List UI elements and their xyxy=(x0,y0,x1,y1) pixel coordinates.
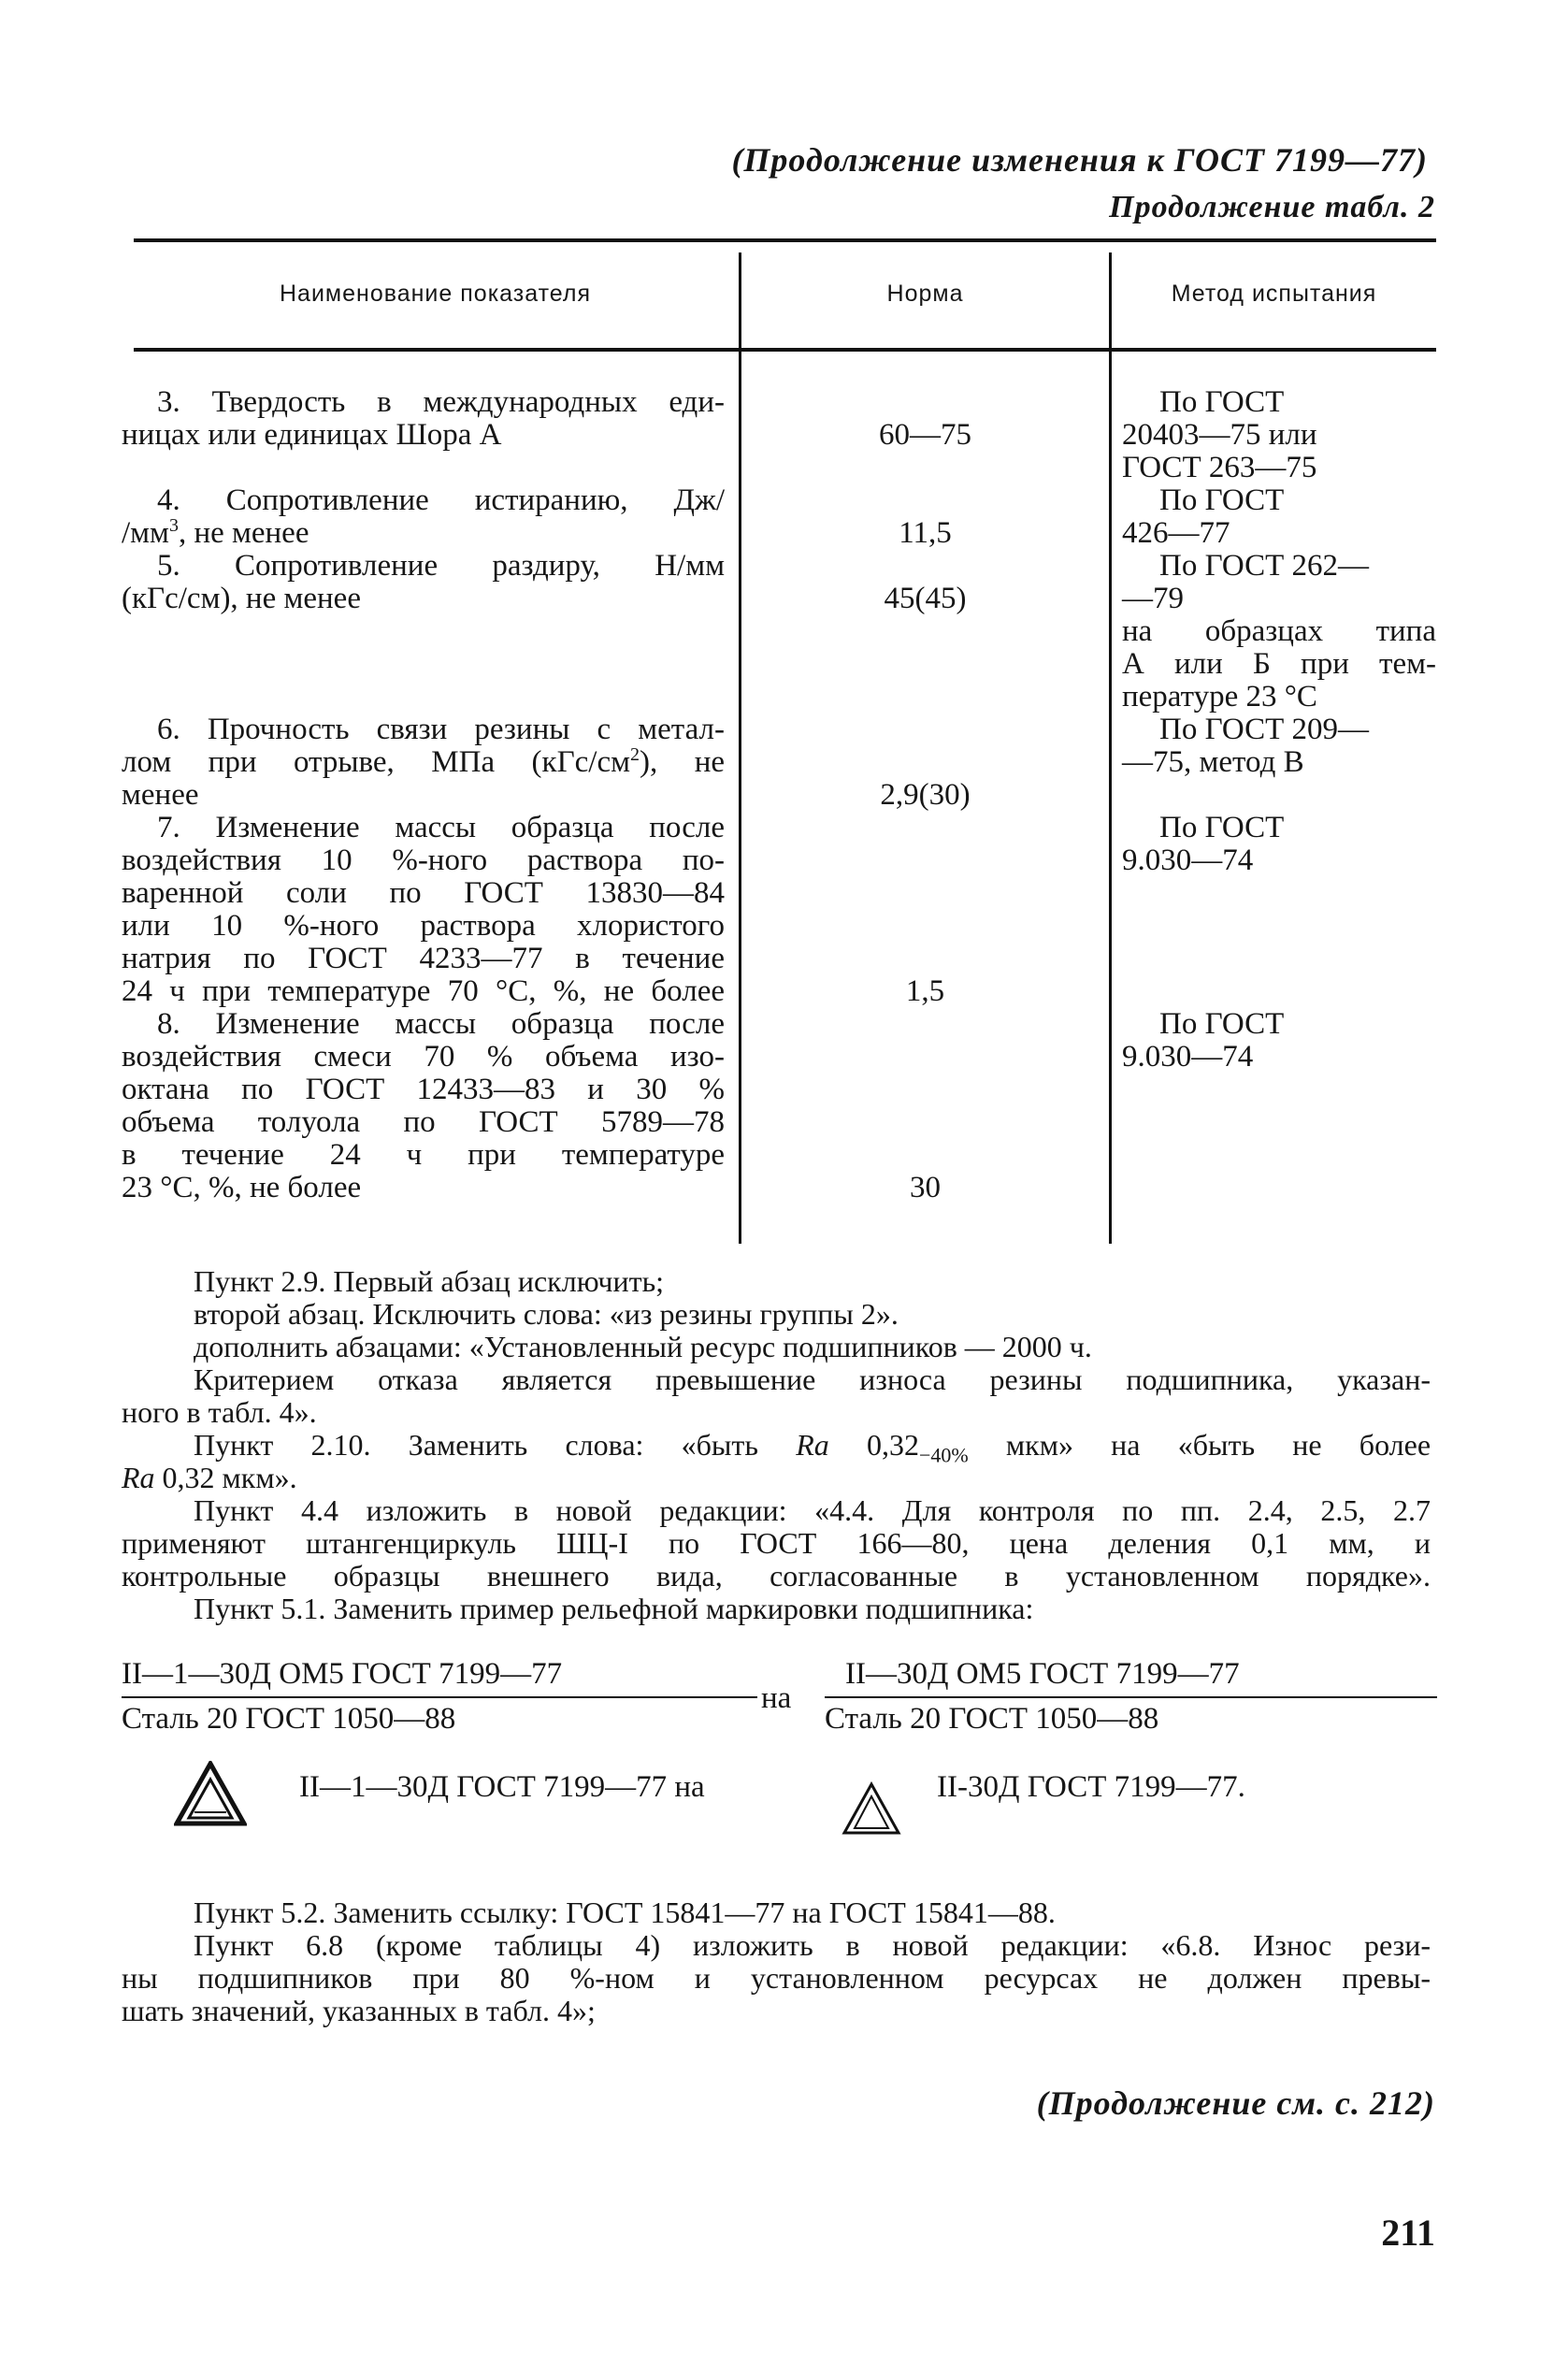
table-row-3-method: По ГОСТ 20403—75 или ГОСТ 263—75 xyxy=(1122,385,1317,484)
marking-triangle-old-text: II—1—30Д ГОСТ 7199—77 на xyxy=(299,1770,705,1804)
body-text-block-1: Пункт 2.9. Первый абзац исключить; второй абзац. Исключить слова: «из резины группы 2». дополнить абзацами: «Установленный ресурс подшипников — 2000 ч. Критерием отказа является превышение износа резины подшипника, указан- ного в табл. 4». Пункт 2.10. Заменить слова: «быть Ra $0,32_{-40\%}$ мкм» на «быть не более Ra 0,32 мкм». Пункт 4.4 изложить в новой редакции: «4.4. Для контроля по пп. 2.4, 2.5, 2.7 применяют штангенциркуль ШЦ-I по ГОСТ 166—80, цена деления 0,1 мм, и контрольные образцы внешнего вида, согласованные в установленном порядке». Пункт 5.1. Заменить пример рельефной маркировки подшипника: xyxy=(122,1264,1431,1625)
marking-example-new-top: II—30Д ОМ5 ГОСТ 7199—77 xyxy=(845,1657,1240,1691)
table-row-3-name: 3. Твердость в международных еди- ницах или единицах Шора А xyxy=(122,385,725,452)
table-row-8-method: По ГОСТ 9.030—74 xyxy=(1122,1007,1285,1074)
page-number: 211 xyxy=(1381,2212,1435,2254)
table-row-6-method: По ГОСТ 209— —75, метод В xyxy=(1122,713,1369,779)
table-row-4-name: 4. Сопротивление истиранию, Дж/ $/мм^3$, не менее xyxy=(122,483,725,550)
marking-example-old-bottom: Сталь 20 ГОСТ 1050—88 xyxy=(122,1702,456,1736)
table-row-3-norm: 60—75 xyxy=(879,418,971,452)
table-column-divider-1 xyxy=(739,252,741,1244)
marking-example-old-top: II—1—30Д ОМ5 ГОСТ 7199—77 xyxy=(122,1657,563,1691)
table-top-rule xyxy=(134,238,1436,242)
triangle-marking-icon xyxy=(842,1781,901,1836)
table-header-bottom-rule xyxy=(134,348,1436,352)
marking-example-new-fraction-bar xyxy=(825,1696,1437,1698)
table-row-5-name: 5. Сопротивление раздиру, Н/мм (кГс/см), не менее xyxy=(122,549,725,615)
table-row-5-method: По ГОСТ 262— —79 на образцах типа А или Б при тем- пературе 23 °С xyxy=(1122,549,1436,714)
body-text-block-2: Пункт 5.2. Заменить ссылку: ГОСТ 15841—77 на ГОСТ 15841—88. Пункт 6.8 (кроме таблицы 4) изложить в новой редакции: «6.8. Износ рези- ны подшипников при 80 %-ном и установленном ресурсах не должен превы- шать значений, указанных в табл. 4»; xyxy=(122,1896,1431,2027)
table-row-8-norm: 30 xyxy=(910,1171,941,1204)
table-row-4-norm: 11,5 xyxy=(899,516,952,550)
marking-example-new-bottom: Сталь 20 ГОСТ 1050—88 xyxy=(825,1702,1159,1736)
marking-example-na: на xyxy=(761,1681,792,1715)
table-row-5-norm: 45(45) xyxy=(884,582,967,615)
column-header-norm: Норма xyxy=(886,281,964,307)
table-row-6-name: 6. Прочность связи резины с метал- лом при отрыве, МПа $(кГс/см^2)$, не менее xyxy=(122,713,726,812)
triangle-marking-icon xyxy=(174,1761,247,1826)
column-header-name: Наименование показателя xyxy=(280,281,591,307)
table-row-8-name: 8. Изменение массы образца после воздействия смеси 70 % объема изо- октана по ГОСТ 12433—83 и 30 % объема толуола по ГОСТ 5789—78 в течение 24 ч при температуре 23 °С, %, не более xyxy=(122,1007,725,1204)
marking-example-old-fraction-bar xyxy=(122,1696,757,1698)
table-row-4-method: По ГОСТ 426—77 xyxy=(1122,483,1285,550)
table-row-7-method: По ГОСТ 9.030—74 xyxy=(1122,811,1285,877)
document-continuation-header: (Продолжение изменения к ГОСТ 7199—77) xyxy=(731,141,1428,179)
footer-continuation-note: (Продолжение см. с. 212) xyxy=(1036,2084,1435,2122)
marking-triangle-new-text: II-30Д ГОСТ 7199—77. xyxy=(937,1770,1245,1804)
table-row-6-norm: 2,9(30) xyxy=(880,778,971,812)
column-header-method: Метод испытания xyxy=(1171,281,1377,307)
table-continuation-label: Продолжение табл. 2 xyxy=(1109,190,1435,224)
table-row-7-norm: 1,5 xyxy=(905,974,945,1008)
table-column-divider-2 xyxy=(1109,252,1112,1244)
table-row-7-name: 7. Изменение массы образца после воздействия 10 %-ного раствора по- варенной соли по ГОСТ 13830—84 или 10 %-ного раствора хлористого натрия по ГОСТ 4233—77 в течение 24 ч при температуре 70 °С, %, не более xyxy=(122,811,725,1008)
